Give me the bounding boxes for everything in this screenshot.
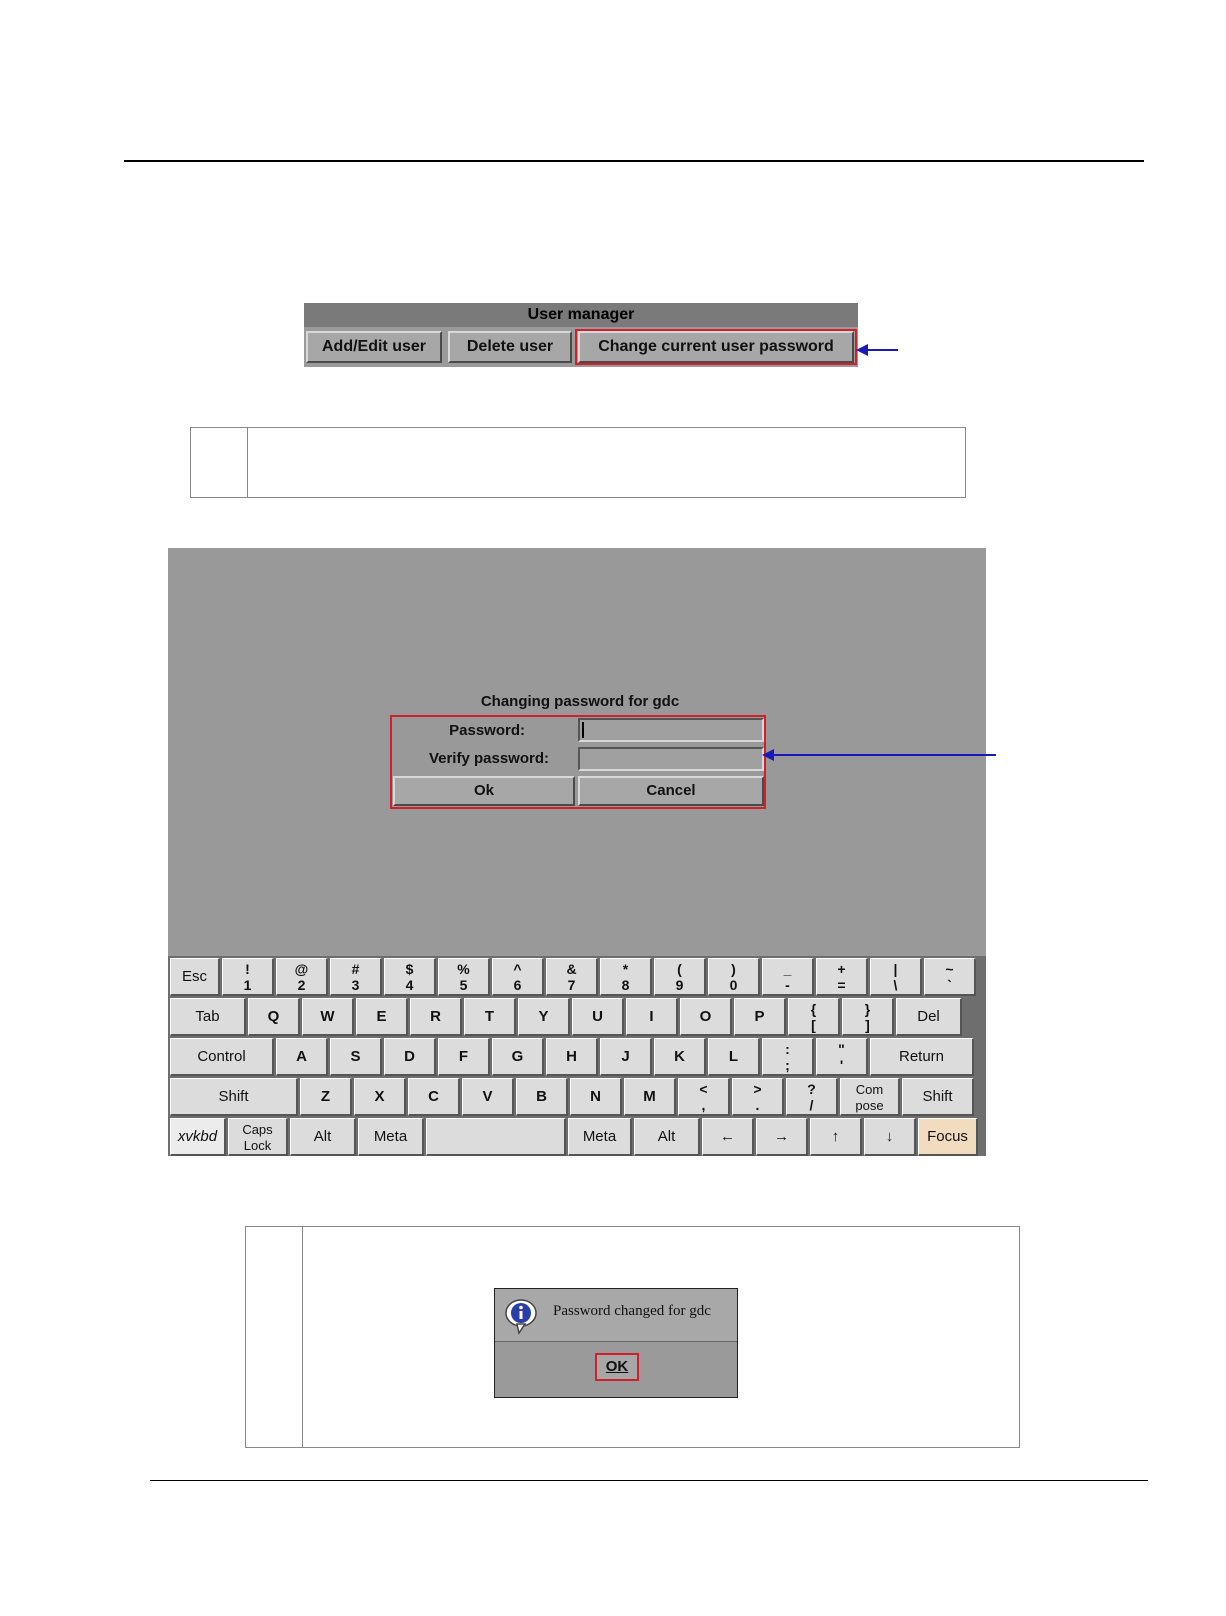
note-icon-cell — [191, 428, 248, 497]
key-sym-3-9[interactable]: > . — [732, 1078, 784, 1116]
key-v[interactable]: V — [462, 1078, 514, 1116]
verify-password-label: Verify password: — [428, 750, 549, 767]
info-message: Password changed for gdc — [553, 1303, 711, 1319]
key-d[interactable]: D — [384, 1038, 436, 1076]
change-password-arrow — [854, 340, 900, 360]
key-8[interactable]: * 8 — [600, 958, 652, 996]
key-g[interactable]: G — [492, 1038, 544, 1076]
key-sym-1-11[interactable]: { [ — [788, 998, 840, 1036]
user-manager-title: User manager — [304, 303, 858, 327]
key-sym-0-13[interactable]: | \ — [870, 958, 922, 996]
key-e[interactable]: E — [356, 998, 408, 1036]
key-sym-4-7[interactable]: ← — [702, 1118, 754, 1156]
key-b[interactable]: B — [516, 1078, 568, 1116]
key-n[interactable]: N — [570, 1078, 622, 1116]
key-6[interactable]: ^ 6 — [492, 958, 544, 996]
key-sym-3-8[interactable]: < , — [678, 1078, 730, 1116]
onscreen-keyboard — [168, 956, 986, 1156]
info-dialog-header — [495, 1289, 737, 1342]
key-2[interactable]: @ 2 — [276, 958, 328, 996]
key-k[interactable]: K — [654, 1038, 706, 1076]
key-return[interactable]: Return — [870, 1038, 974, 1076]
key-sym-2-11[interactable]: " ' — [816, 1038, 868, 1076]
key-alt[interactable]: Alt — [634, 1118, 700, 1156]
key-p[interactable]: P — [734, 998, 786, 1036]
key-1[interactable]: ! 1 — [222, 958, 274, 996]
key-shift[interactable]: Shift — [170, 1078, 298, 1116]
key-meta[interactable]: Meta — [358, 1118, 424, 1156]
note-icon-cell — [246, 1227, 303, 1447]
note-table-1 — [190, 427, 966, 498]
delete-user-button[interactable]: Delete user — [448, 331, 572, 363]
key-f[interactable]: F — [438, 1038, 490, 1076]
change-password-button[interactable]: Change current user password — [578, 331, 854, 363]
key-w[interactable]: W — [302, 998, 354, 1036]
key-l[interactable]: L — [708, 1038, 760, 1076]
key-x[interactable]: X — [354, 1078, 406, 1116]
key-xvkbd[interactable]: xvkbd — [170, 1118, 226, 1156]
key-sym-2-10[interactable]: : ; — [762, 1038, 814, 1076]
key-9[interactable]: ( 9 — [654, 958, 706, 996]
key-j[interactable]: J — [600, 1038, 652, 1076]
key-caps-lock[interactable]: Caps Lock — [228, 1118, 288, 1156]
key-meta[interactable]: Meta — [568, 1118, 632, 1156]
add-edit-user-button[interactable]: Add/Edit user — [306, 331, 442, 363]
key-esc[interactable]: Esc — [170, 958, 220, 996]
password-label: Password: — [449, 722, 525, 739]
key-4[interactable]: $ 4 — [384, 958, 436, 996]
key-3[interactable]: # 3 — [330, 958, 382, 996]
key-space[interactable] — [426, 1118, 566, 1156]
key-i[interactable]: I — [626, 998, 678, 1036]
key-5[interactable]: % 5 — [438, 958, 490, 996]
password-fields-highlight — [390, 715, 766, 809]
info-ok-button[interactable]: OK — [595, 1353, 639, 1381]
password-fields-arrow — [760, 745, 996, 765]
key-0[interactable]: ) 0 — [708, 958, 760, 996]
key-sym-4-10[interactable]: ↓ — [864, 1118, 916, 1156]
header-rule — [124, 160, 1144, 162]
key-sym-1-12[interactable]: } ] — [842, 998, 894, 1036]
key-sym-3-10[interactable]: ? / — [786, 1078, 838, 1116]
key-focus[interactable]: Focus — [918, 1118, 978, 1156]
footer-rule — [150, 1480, 1148, 1481]
key-del[interactable]: Del — [896, 998, 962, 1036]
info-icon — [503, 1297, 539, 1335]
key-s[interactable]: S — [330, 1038, 382, 1076]
key-sym-0-11[interactable]: _ - — [762, 958, 814, 996]
key-u[interactable]: U — [572, 998, 624, 1036]
key-7[interactable]: & 7 — [546, 958, 598, 996]
password-changed-dialog — [494, 1288, 738, 1398]
key-sym-4-8[interactable]: → — [756, 1118, 808, 1156]
key-a[interactable]: A — [276, 1038, 328, 1076]
key-com-pose[interactable]: Com pose — [840, 1078, 900, 1116]
ok-button[interactable]: Ok — [393, 776, 575, 806]
key-control[interactable]: Control — [170, 1038, 274, 1076]
cancel-button[interactable]: Cancel — [578, 776, 764, 806]
key-h[interactable]: H — [546, 1038, 598, 1076]
key-alt[interactable]: Alt — [290, 1118, 356, 1156]
key-shift[interactable]: Shift — [902, 1078, 974, 1116]
key-q[interactable]: Q — [248, 998, 300, 1036]
key-r[interactable]: R — [410, 998, 462, 1036]
key-m[interactable]: M — [624, 1078, 676, 1116]
password-dialog-title: Changing password for gdc — [480, 693, 680, 710]
key-o[interactable]: O — [680, 998, 732, 1036]
key-tab[interactable]: Tab — [170, 998, 246, 1036]
key-sym-0-14[interactable]: ~ ` — [924, 958, 976, 996]
key-c[interactable]: C — [408, 1078, 460, 1116]
change-password-highlight — [575, 329, 857, 365]
key-t[interactable]: T — [464, 998, 516, 1036]
key-sym-4-9[interactable]: ↑ — [810, 1118, 862, 1156]
key-sym-0-12[interactable]: + = — [816, 958, 868, 996]
key-y[interactable]: Y — [518, 998, 570, 1036]
key-z[interactable]: Z — [300, 1078, 352, 1116]
